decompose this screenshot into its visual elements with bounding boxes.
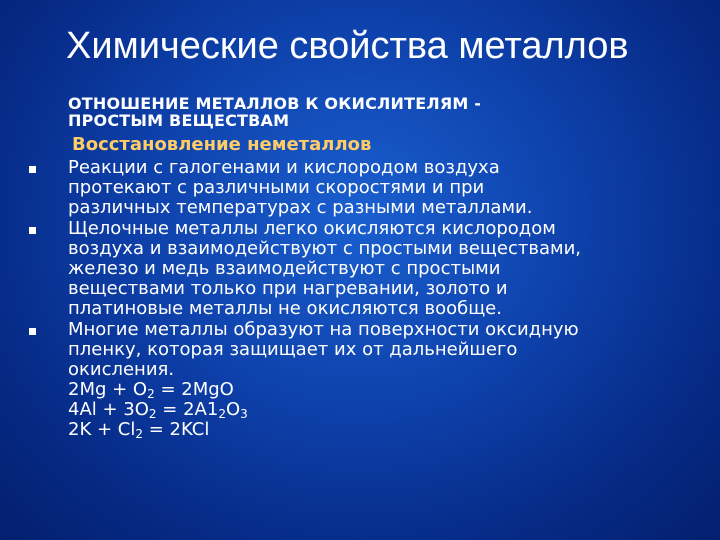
bullet-line: Щелочные металлы легко окисляются кислородом — [68, 218, 556, 239]
slide-title: Химические свойства металлов — [66, 25, 629, 67]
bullet-line: Реакции с галогенами и кислородом воздуха — [68, 157, 500, 178]
square-bullet-icon — [29, 166, 36, 173]
slide-content — [0, 95, 720, 440]
section-heading-line-1: ОТНОШЕНИЕ МЕТАЛЛОВ К ОКИСЛИТЕЛЯМ - — [68, 94, 482, 113]
bullet-line: пленку, которая защищает их от дальнейшего — [68, 339, 518, 360]
section-heading-line-2: ПРОСТЫМ ВЕЩЕСТВАМ — [68, 111, 290, 130]
square-bullet-icon — [29, 328, 36, 335]
equation-2: $4Al + 3O_2 = 2A1_2O_3$ — [68, 399, 248, 421]
subheading: Восстановление неметаллов — [72, 134, 372, 155]
bullet-line: Многие металлы образуют на поверхности оксидную — [68, 319, 579, 340]
section-heading — [68, 95, 628, 129]
bullet-line: протекают с различными скоростями и при — [68, 177, 485, 198]
bullet-line: окисления. — [68, 359, 175, 380]
bullet-line: воздуха и взаимодействуют с простыми веществами, — [68, 238, 581, 259]
square-bullet-icon — [29, 227, 36, 234]
bullet-line: платиновые металлы не окисляются вообще. — [68, 298, 502, 319]
equation-1: $2Mg + O_2 = 2MgO$ — [68, 379, 234, 401]
equation-3: $2K + Cl_2 = 2KCl$ — [68, 419, 210, 441]
bullet-line: железо и медь взаимодействуют с простыми — [68, 258, 501, 279]
bullet-line: веществами только при нагревании, золото и — [68, 278, 508, 299]
bullet-item-2 — [68, 219, 698, 319]
bullet-line: различных температурах с разными металлами. — [68, 197, 533, 218]
bullet-item-3 — [68, 320, 698, 440]
bullet-item-1 — [68, 158, 698, 218]
